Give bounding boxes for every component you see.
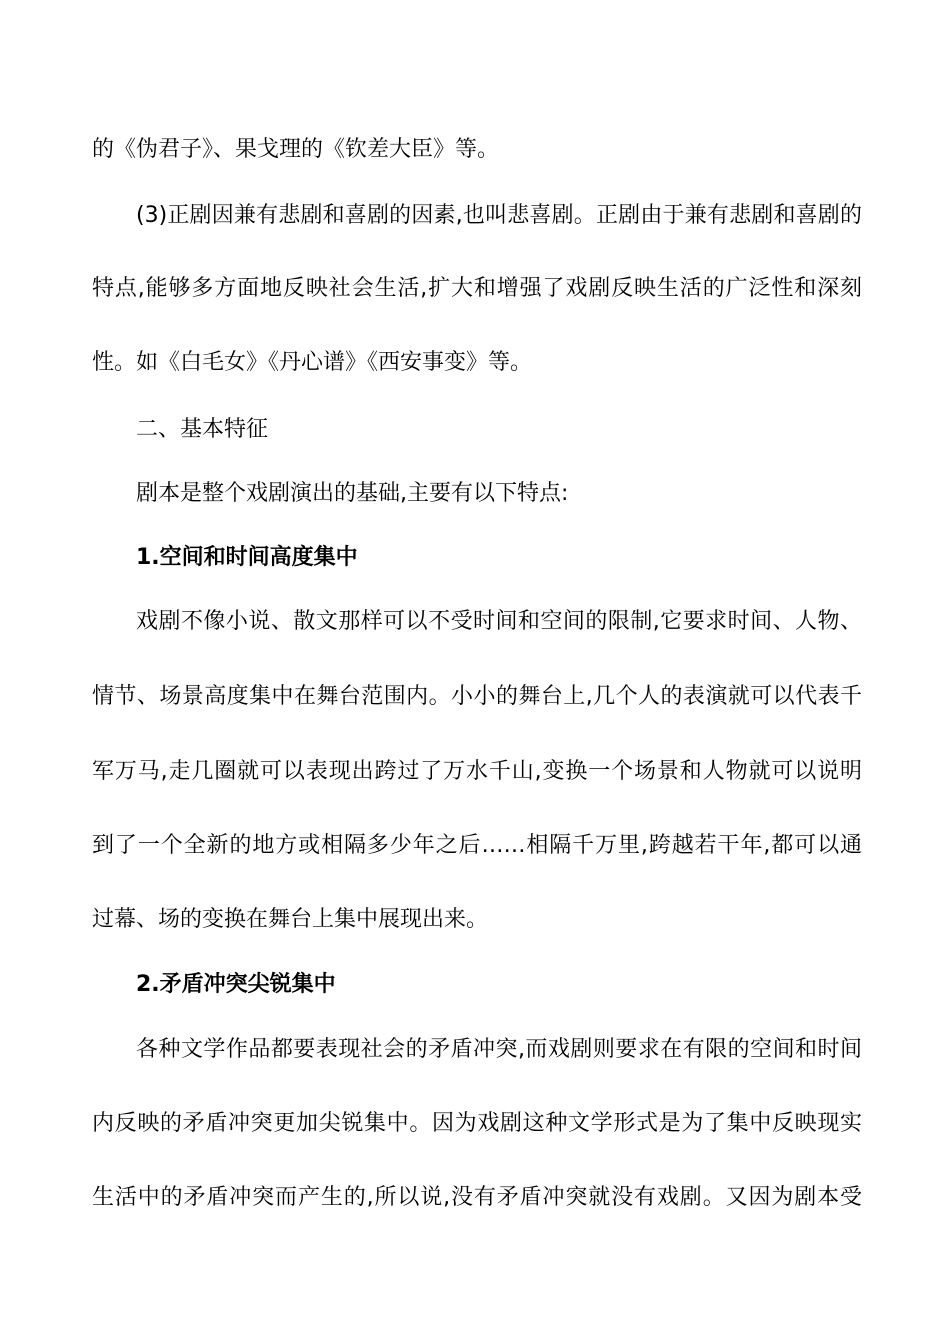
section-heading: 二、基本特征 <box>136 417 269 442</box>
text-line: 内反映的矛盾冲突更加尖锐集中。因为戏剧这种文学形式是为了集中反映现实 <box>92 1111 862 1136</box>
text-line: 特点,能够多方面地反映社会生活,扩大和增强了戏剧反映生活的广泛性和深刻 <box>92 276 862 301</box>
subsection-heading: 1.空间和时间高度集中 <box>136 545 358 570</box>
text-line: 戏剧不像小说、散文那样可以不受时间和空间的限制,它要求时间、人物、 <box>136 609 862 634</box>
text-line: (3)正剧因兼有悲剧和喜剧的因素,也叫悲喜剧。正剧由于兼有悲剧和喜剧的 <box>136 203 862 228</box>
text-line: 的《伪君子》、果戈理的《钦差大臣》等。 <box>92 137 500 162</box>
text-line: 军万马,走几圈就可以表现出跨过了万水千山,变换一个场景和人物就可以说明 <box>92 759 862 784</box>
text-line: 情节、场景高度集中在舞台范围内。小小的舞台上,几个人的表演就可以代表千 <box>92 684 862 709</box>
text-line: 剧本是整个戏剧演出的基础,主要有以下特点: <box>136 481 569 506</box>
text-line: 性。如《白毛女》《丹心谱》《西安事变》等。 <box>92 350 533 375</box>
text-line: 各种文学作品都要表现社会的矛盾冲突,而戏剧则要求在有限的空间和时间 <box>136 1037 862 1062</box>
text-line: 生活中的矛盾冲突而产生的,所以说,没有矛盾冲突就没有戏剧。又因为剧本受 <box>92 1185 862 1210</box>
text-line: 到了一个全新的地方或相隔多少年之后……相隔千万里,跨越若干年,都可以通 <box>92 833 862 858</box>
subsection-heading: 2.矛盾冲突尖锐集中 <box>136 972 336 997</box>
text-line: 过幕、场的变换在舞台上集中展现出来。 <box>92 907 489 932</box>
